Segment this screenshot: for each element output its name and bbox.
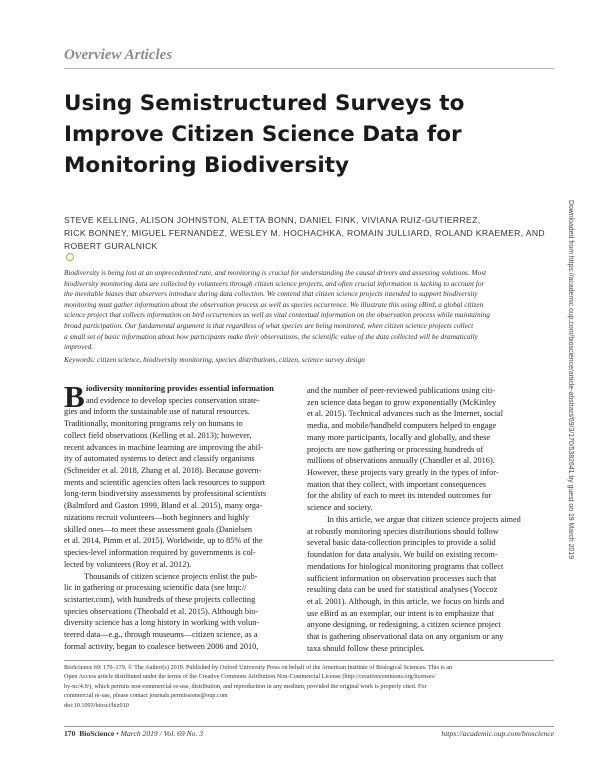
body-line: However, these projects vary greatly in the types of infor- [307, 468, 499, 478]
footnote-line: by-nc/4.0/), which permits non-commercial re-use, distribution, and reproduction in any medium, provided the original work is properly cited. For [64, 682, 427, 690]
abstract-line: monitoring must gather information about the observation process as well as species occurrence. We illustrate this using eBird, a global citizen [64, 299, 484, 309]
footnote-line: Open Access article distributed under the terms of the Creative Commons Attribution Non-Commercial License (http://creativecommons.org/licenses/ [64, 673, 436, 681]
body-line: use eBird as an exemplar, our intent is to emphasize that [307, 608, 494, 618]
body-line: et al. 2014, Pimm et al. 2015). Worldwide, up to 85% of the [64, 536, 263, 546]
download-watermark: Downloaded from https://academic.oup.com/bioscience/article-abstract/69/3/170/5382641 by guest on 19 March 2019 [567, 200, 574, 559]
body-line: collect field observations (Kelling et al. 2013); however, [64, 430, 252, 440]
author-line: ROBERT GURALNICK [64, 240, 540, 261]
body-line: for the ability of each to meet its intended outcomes for [307, 491, 492, 501]
body-line: zen science data began to grow exponentially (McKinley [307, 397, 497, 407]
body-line: diversity science has a long history in working with volun- [64, 618, 260, 628]
abstract-line: improved. [64, 342, 94, 352]
body-column-left [64, 379, 299, 653]
abstract [64, 268, 540, 353]
section-label: Overview Articles [64, 47, 173, 63]
body-line: mendations for biological monitoring programs that collect [307, 561, 504, 571]
abstract-line: a small set of basic information about how participants make their observations, the scientific value of the data collected will be dramatically [64, 331, 478, 341]
body-line: and the number of peer-reviewed publications using citi- [307, 386, 496, 395]
body-line: et al. 2015). Technical advances such as the Internet, social [307, 409, 504, 419]
body-line: science and society. [307, 503, 373, 513]
body-line: species-level information required by governments is col- [64, 548, 256, 558]
title-line: Using Semistructured Surveys to [64, 91, 465, 116]
body-line: media, and mobile/handheld computers helped to engage [307, 421, 497, 431]
body-line: formal activity, began to coalesce between 2006 and 2010, [64, 641, 259, 651]
article-title [64, 88, 524, 181]
body-line: millions of observations annually (Chandler et al. 2016). [307, 456, 495, 466]
body-line: sufficient information on observation processes such that [307, 573, 497, 583]
author-line: STEVE KELLING, ALISON JOHNSTON, ALETTA BONN, DANIEL FINK, VIVIANA RUIZ-GUTIERREZ, [64, 215, 481, 225]
keywords-line: Keywords: citizen science, biodiversity monitoring, species distributions, citizen, science survey design [64, 355, 365, 364]
author-list [64, 214, 545, 261]
journal-url-link[interactable]: https://academic.oup.com/bioscience [441, 729, 554, 738]
issue-info: • March 2019 / Vol. 69 No. 3 [116, 729, 204, 738]
body-line: recent advances in machine learning are improving the abil- [64, 442, 264, 452]
body-line: projects are now gathering or processing hundreds of [307, 444, 484, 454]
footnote-line: commercial re-use, please contact journals.permissions@oup.com [64, 692, 228, 700]
body-line: anyone designing, or redesigning, a citizen science project [307, 620, 501, 630]
body-line: mation that they collect, with important consequences [307, 479, 487, 489]
footnote-line: BioScience 69: 170–179. © The Author(s) 2019. Published by Oxford University Press on behalf of the American Institute of Biological Sciences. This is an [64, 664, 453, 671]
body-line: several basic data-collection principles to provide a solid [307, 538, 496, 548]
body-line: many more participants, locally and globally, and these [307, 432, 491, 442]
keywords [64, 355, 540, 365]
body-line: lic in gathering or processing scientific data (see http:// [64, 583, 247, 593]
body-line: Thousands of citizen science projects enlist the pub- [84, 571, 258, 581]
journal-name: BioScience [79, 729, 115, 738]
section-divider [64, 68, 554, 69]
abstract-line: broad participation. Our fundamental argument is that regardless of what species are being monitored, when citizen science projects collect [64, 320, 474, 330]
orcid-icon[interactable] [66, 253, 74, 261]
page-footer [64, 729, 554, 738]
footnote-divider [64, 660, 554, 661]
body-line: species observations (Theobald et al. 2015). Although bio- [64, 606, 259, 616]
body-line: Traditionally, monitoring programs rely on humans to [64, 419, 243, 429]
title-line: Improve Citizen Science Data for [64, 122, 462, 147]
body-line: at robustly monitoring species distributions should follow [307, 526, 499, 536]
abstract-line: Biodiversity is being lost at an unprecedented rate, and monitoring is crucial for understanding the causal drivers and assessing solutions. Most [64, 268, 487, 277]
body-line: skilled ones—to meet these assessment goals (Danielsen [64, 524, 253, 534]
body-line: In this article, we argue that citizen science projects aimed [327, 514, 521, 524]
footer-divider [64, 726, 554, 727]
drop-cap: B [64, 379, 85, 414]
body-line: nizations recruit volunteers—both beginners and highly [64, 512, 250, 522]
body-line: et al. 2001). Although, in this article, we focus on birds and [307, 596, 505, 606]
body-line: (Balmford and Gaston 1999, Bland et al. 2015), many orga- [64, 501, 263, 511]
body-line: lected by volunteers (Roy et al. 2012). [64, 559, 192, 569]
abstract-line: the inevitable biases that observers introduce during data collection. We contend that citizen science projects intended to support biodiversity [64, 289, 478, 299]
body-line: that is gathering observational data on any organism or any [307, 632, 504, 642]
body-line: (Schneider et al. 2018, Zhang et al. 2018). Because govern- [64, 466, 262, 476]
body-line: resulting data can be used for statistical analyses (Yoccoz [307, 585, 498, 595]
author-line: RICK BONNEY, MIGUEL FERNANDEZ, WESLEY M. HOCHACHKA, ROMAIN JULLIARD, ROLAND KRAEMER, AND [64, 228, 545, 238]
doi: doi:10.1093/biosci/biz010 [64, 701, 129, 709]
body-line: ity of automated systems to detect and classify organisms [64, 454, 255, 464]
copyright-footnote [64, 663, 540, 710]
body-line: and evidence to develop species conservation strate- [86, 395, 260, 405]
page-number: 170 [64, 729, 76, 738]
body-line: iodiversity monitoring provides essential information [86, 384, 274, 393]
body-line: scistarter.com), with hundreds of these projects collecting [64, 594, 256, 604]
body-line: foundation for data analysis. We build on existing recom- [307, 550, 498, 560]
body-column-right [307, 385, 542, 655]
body-line: taxa should follow these principles. [307, 643, 425, 653]
body-line: gies and inform the sustainable use of natural resources. [64, 407, 250, 417]
abstract-line: science project that collects information on bird occurrences as well as vital contextual information on the observation process while maintaining [64, 310, 490, 320]
body-line: long-term biodiversity assessments by professional scientists [64, 489, 267, 499]
body-line: ments and scientific agencies often lack resources to support [64, 477, 265, 487]
abstract-line: biodiversity monitoring data are collected by volunteers through citizen science projects, and often crucial information is lacking to account for [64, 278, 485, 288]
body-line: teered data—e.g., through museums—citizen science, as a [64, 630, 258, 640]
title-line: Monitoring Biodiversity [64, 153, 349, 178]
